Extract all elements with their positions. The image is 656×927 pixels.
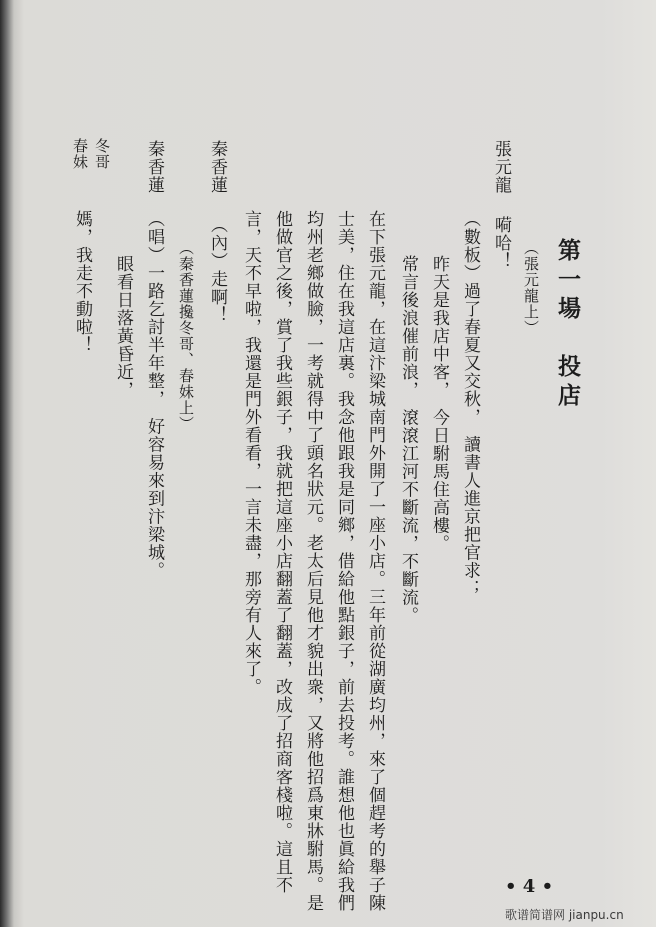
dialogue-line: 他做官之後，賞了我些銀子，我就把這座小店翻蓋了翻蓋，改成了招商客棧啦。這且不	[272, 210, 292, 894]
speaker-name: 秦香蓮	[144, 140, 164, 194]
dialogue-line: （數板）過了春夏又交秋， 讀書人進京把官求；	[460, 210, 480, 598]
dialogue-line: （內）走啊！	[207, 216, 227, 324]
dialogue-line: 眼看日落黃昏近，	[113, 255, 133, 399]
scene-title: 第一場 投店	[554, 238, 581, 412]
page-number: • 4 •	[505, 876, 554, 897]
speaker-name: 張元龍	[491, 140, 511, 194]
speaker-name: 春妹	[71, 138, 89, 170]
dialogue-line: 嗬哈！	[491, 216, 511, 270]
dialogue-line: （唱）一路乞討半年整， 好容易來到汴梁城。	[144, 210, 164, 580]
dialogue-line: 媽，我走不動啦！	[72, 210, 92, 354]
dialogue-line: 常言後浪催前浪， 滾滾江河不斷流，不斷流。	[398, 255, 418, 625]
dialogue-line: 均州老鄉做臉，一考就得中了頭名狀元。老太后見他才貌出衆，又將他招爲東牀駙馬。是	[303, 210, 323, 912]
dialogue-line: 言，天不早啦，我還是門外看看，一言未盡，那旁有人來了。	[241, 210, 261, 696]
dialogue-line: 昨天是我店中客， 今日駙馬住高樓。	[429, 255, 449, 553]
dialogue-line: 士美，住在我這店裏。我念他跟我是同鄉，借給他點銀子，前去投考。誰想他也眞給我們	[334, 210, 354, 912]
speaker-name: 冬哥	[93, 138, 111, 170]
watermark: 歌谱简谱网 jianpu.cn	[505, 908, 624, 922]
stage-direction: （秦香蓮攙冬哥、春妹上）	[177, 240, 195, 432]
dialogue-line: 在下張元龍，在這汴梁城南門外開了一座小店。三年前從湖廣均州，來了個趕考的舉子陳	[365, 210, 385, 912]
stage-direction: （張元龍上）	[522, 240, 540, 336]
speaker-name: 秦香蓮	[207, 140, 227, 194]
